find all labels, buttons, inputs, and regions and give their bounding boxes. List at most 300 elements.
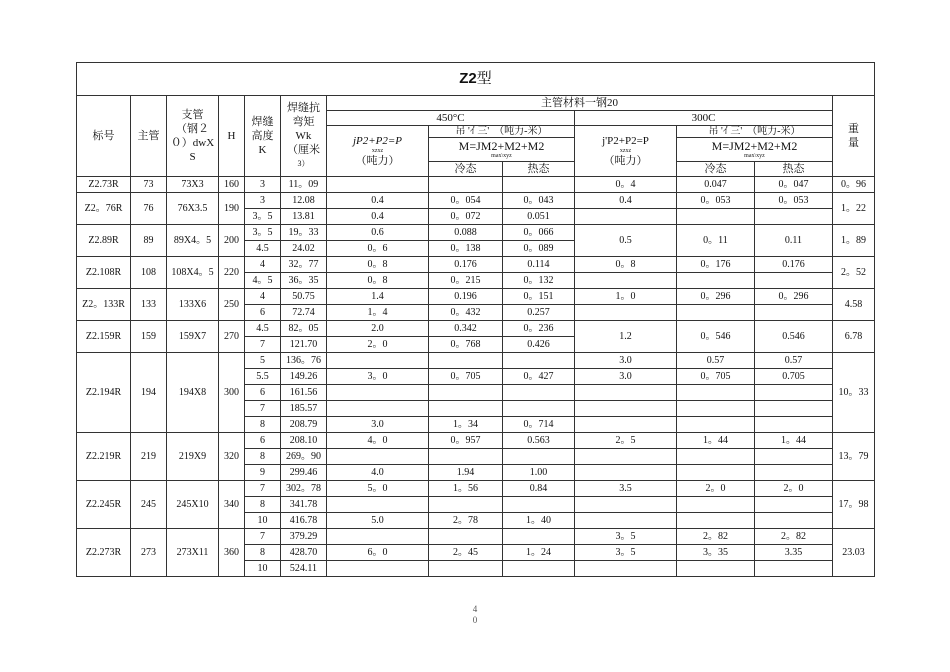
cell-label: Z2.273R bbox=[77, 529, 131, 577]
cell-weld-moment: 13.81 bbox=[281, 209, 327, 225]
header-load-450 bbox=[327, 126, 429, 177]
cell-moment-450-cold: 0.176 bbox=[429, 257, 503, 273]
cell-load-450: 0。6 bbox=[327, 241, 429, 257]
table-row bbox=[77, 289, 875, 305]
cell-moment-300-cold: 0.57 bbox=[677, 353, 755, 369]
cell-load-450: 5.0 bbox=[327, 513, 429, 529]
cell-moment-450-cold bbox=[429, 177, 503, 193]
cell-moment-450-cold: 1。56 bbox=[429, 481, 503, 497]
cell-moment-300-hot: 0.176 bbox=[755, 257, 833, 273]
cell-weld-height: 4。5 bbox=[245, 273, 281, 289]
cell-moment-300-hot bbox=[755, 273, 833, 289]
cell-moment-450-hot bbox=[503, 449, 575, 465]
header-weld-moment-line: 弯矩 bbox=[292, 116, 315, 128]
header-branch-pipe bbox=[167, 96, 219, 177]
cell-moment-300-cold: 0。176 bbox=[677, 257, 755, 273]
cell-moment-450-hot: 0.114 bbox=[503, 257, 575, 273]
cell-main-pipe: 133 bbox=[131, 289, 167, 321]
cell-moment-450-cold: 1。34 bbox=[429, 417, 503, 433]
cell-moment-300-cold bbox=[677, 273, 755, 289]
cell-moment-300-hot bbox=[755, 209, 833, 225]
cell-load-300 bbox=[575, 497, 677, 513]
header-main-pipe: 主管 bbox=[131, 96, 167, 177]
header-weld-height-line: 焊缝 bbox=[251, 116, 274, 128]
cell-main-pipe: 73 bbox=[131, 177, 167, 193]
cell-weld-height: 3 bbox=[245, 177, 281, 193]
header-weld-height-line: K bbox=[258, 144, 267, 156]
cell-moment-450-hot: 0。236 bbox=[503, 321, 575, 337]
cell-load-450: 6。0 bbox=[327, 545, 429, 561]
cell-moment-300-cold: 0。546 bbox=[677, 321, 755, 353]
cell-moment-450-cold: 0。054 bbox=[429, 193, 503, 209]
cell-moment-300-cold: 0.047 bbox=[677, 177, 755, 193]
cell-moment-450-hot: 0。714 bbox=[503, 417, 575, 433]
cell-load-300 bbox=[575, 513, 677, 529]
cell-moment-450-hot bbox=[503, 529, 575, 545]
load-formula-subscript: xzxz bbox=[371, 147, 384, 154]
cell-moment-450-hot: 0.426 bbox=[503, 337, 575, 353]
cell-weld-height: 8 bbox=[245, 497, 281, 513]
cell-weld-height: 6 bbox=[245, 305, 281, 321]
cell-weld-height: 10 bbox=[245, 561, 281, 577]
cell-h: 160 bbox=[219, 177, 245, 193]
moment-formula: M=JM2+M2+M2 bbox=[458, 138, 545, 153]
cell-moment-450-cold: 1.94 bbox=[429, 465, 503, 481]
cell-moment-450-cold: 0.088 bbox=[429, 225, 503, 241]
cell-moment-450-hot: 0.257 bbox=[503, 305, 575, 321]
cell-load-450: 2.0 bbox=[327, 321, 429, 337]
cell-load-300 bbox=[575, 417, 677, 433]
moment-formula-subscript: max\xyz bbox=[491, 152, 512, 159]
cell-h: 200 bbox=[219, 225, 245, 257]
cell-load-300: 1。0 bbox=[575, 289, 677, 305]
header-moment-formula-450 bbox=[429, 138, 575, 162]
cell-weight: 6.78 bbox=[833, 321, 875, 353]
cell-load-300 bbox=[575, 385, 677, 401]
cell-weld-moment: 416.78 bbox=[281, 513, 327, 529]
cell-load-300: 3.0 bbox=[575, 353, 677, 369]
cell-weld-moment: 136。76 bbox=[281, 353, 327, 369]
cell-branch-pipe: 89X4。5 bbox=[167, 225, 219, 257]
cell-load-300 bbox=[575, 401, 677, 417]
page-number-digit: 0 bbox=[472, 615, 478, 625]
cell-load-450 bbox=[327, 353, 429, 369]
cell-moment-450-hot bbox=[503, 401, 575, 417]
cell-weight: 1。89 bbox=[833, 225, 875, 257]
cell-main-pipe: 245 bbox=[131, 481, 167, 529]
cell-moment-300-cold bbox=[677, 305, 755, 321]
cell-moment-450-cold bbox=[429, 561, 503, 577]
cell-load-300: 3。5 bbox=[575, 545, 677, 561]
cell-moment-450-hot: 1。24 bbox=[503, 545, 575, 561]
cell-moment-450-hot: 0。151 bbox=[503, 289, 575, 305]
table-row bbox=[77, 529, 875, 545]
cell-moment-450-cold: 0。072 bbox=[429, 209, 503, 225]
cell-h: 190 bbox=[219, 193, 245, 225]
cell-moment-300-hot: 0。296 bbox=[755, 289, 833, 305]
cell-main-pipe: 108 bbox=[131, 257, 167, 289]
load-formula-450: jP2+P2=P bbox=[352, 134, 403, 147]
cell-branch-pipe: 133X6 bbox=[167, 289, 219, 321]
table-row bbox=[77, 321, 875, 337]
cell-weld-moment: 149.26 bbox=[281, 369, 327, 385]
cell-load-300: 1.2 bbox=[575, 321, 677, 353]
cell-load-450: 0。8 bbox=[327, 273, 429, 289]
cell-weld-height: 8 bbox=[245, 545, 281, 561]
cell-h: 220 bbox=[219, 257, 245, 289]
cell-moment-300-hot: 0.705 bbox=[755, 369, 833, 385]
cell-weld-moment: 161.56 bbox=[281, 385, 327, 401]
cell-weld-moment: 36。35 bbox=[281, 273, 327, 289]
cell-load-300 bbox=[575, 465, 677, 481]
cell-load-300: 0。8 bbox=[575, 257, 677, 273]
cell-moment-450-cold: 0。432 bbox=[429, 305, 503, 321]
cell-moment-450-cold: 0。768 bbox=[429, 337, 503, 353]
header-row-1 bbox=[77, 96, 875, 111]
cell-load-300: 3。5 bbox=[575, 529, 677, 545]
cell-weld-moment: 269。90 bbox=[281, 449, 327, 465]
header-label: 标号 bbox=[77, 96, 131, 177]
cell-load-450 bbox=[327, 401, 429, 417]
cell-moment-450-cold bbox=[429, 353, 503, 369]
cell-moment-300-hot: 2。0 bbox=[755, 481, 833, 497]
cell-load-450: 3。0 bbox=[327, 369, 429, 385]
cell-moment-300-hot bbox=[755, 305, 833, 321]
header-branch-line: ０）dwX bbox=[170, 137, 215, 149]
cell-weight: 10。33 bbox=[833, 353, 875, 433]
cell-main-pipe: 159 bbox=[131, 321, 167, 353]
table-row bbox=[77, 481, 875, 497]
cell-weld-moment: 524.11 bbox=[281, 561, 327, 577]
cell-label: Z2.219R bbox=[77, 433, 131, 481]
cell-weight: 23.03 bbox=[833, 529, 875, 577]
cell-weld-height: 6 bbox=[245, 433, 281, 449]
header-branch-line: （钢２ bbox=[176, 123, 209, 135]
header-h: H bbox=[219, 96, 245, 177]
cell-label: Z2.108R bbox=[77, 257, 131, 289]
cell-moment-300-hot: 0.11 bbox=[755, 225, 833, 257]
cell-main-pipe: 273 bbox=[131, 529, 167, 577]
cell-moment-300-cold bbox=[677, 401, 755, 417]
z2-spec-table bbox=[76, 62, 875, 577]
cell-weld-height: 4 bbox=[245, 289, 281, 305]
cell-moment-300-hot bbox=[755, 465, 833, 481]
header-hot-450: 热态 bbox=[503, 162, 575, 177]
cell-moment-300-cold: 0。11 bbox=[677, 225, 755, 257]
cell-load-450 bbox=[327, 529, 429, 545]
cell-moment-300-hot bbox=[755, 449, 833, 465]
cell-moment-300-cold: 2。0 bbox=[677, 481, 755, 497]
cell-branch-pipe: 108X4。5 bbox=[167, 257, 219, 289]
cell-moment-450-cold: 2。45 bbox=[429, 545, 503, 561]
cell-moment-450-cold: 0。957 bbox=[429, 433, 503, 449]
cell-load-450: 2。0 bbox=[327, 337, 429, 353]
cell-moment-300-hot: 3.35 bbox=[755, 545, 833, 561]
cell-h: 300 bbox=[219, 353, 245, 433]
cell-load-300 bbox=[575, 305, 677, 321]
cell-weld-moment: 121.70 bbox=[281, 337, 327, 353]
cell-moment-450-hot: 0。089 bbox=[503, 241, 575, 257]
cell-branch-pipe: 159X7 bbox=[167, 321, 219, 353]
cell-moment-300-hot bbox=[755, 385, 833, 401]
cell-load-300: 0.4 bbox=[575, 193, 677, 209]
cell-load-300: 3.5 bbox=[575, 481, 677, 497]
header-weld-moment-line: 焊缝抗 bbox=[287, 102, 320, 114]
header-weight bbox=[833, 96, 875, 177]
cell-load-300 bbox=[575, 273, 677, 289]
load-formula-subscript: xzxz bbox=[619, 147, 632, 154]
cell-moment-300-cold: 3。35 bbox=[677, 545, 755, 561]
cell-moment-450-cold: 2。78 bbox=[429, 513, 503, 529]
header-temp-450: 450°C bbox=[327, 111, 575, 126]
cell-weld-moment: 72.74 bbox=[281, 305, 327, 321]
cell-h: 250 bbox=[219, 289, 245, 321]
cell-load-450 bbox=[327, 177, 429, 193]
cell-weld-height: 10 bbox=[245, 513, 281, 529]
cell-moment-450-cold: 0。705 bbox=[429, 369, 503, 385]
cell-moment-450-cold bbox=[429, 497, 503, 513]
cell-moment-300-cold bbox=[677, 465, 755, 481]
cell-moment-450-hot: 0。132 bbox=[503, 273, 575, 289]
cell-weight: 0。96 bbox=[833, 177, 875, 193]
cell-moment-450-cold bbox=[429, 529, 503, 545]
cell-h: 360 bbox=[219, 529, 245, 577]
cell-load-450 bbox=[327, 449, 429, 465]
cell-moment-300-cold: 2。82 bbox=[677, 529, 755, 545]
page-number bbox=[468, 604, 482, 626]
cell-weld-moment: 299.46 bbox=[281, 465, 327, 481]
cell-main-pipe: 89 bbox=[131, 225, 167, 257]
cell-main-pipe: 76 bbox=[131, 193, 167, 225]
cell-moment-300-hot bbox=[755, 401, 833, 417]
cell-moment-300-hot bbox=[755, 497, 833, 513]
cell-moment-300-cold bbox=[677, 561, 755, 577]
header-cold-450: 冷态 bbox=[429, 162, 503, 177]
cell-moment-450-hot bbox=[503, 177, 575, 193]
header-weight-line: 量 bbox=[848, 137, 859, 149]
cell-moment-300-cold bbox=[677, 449, 755, 465]
cell-weld-height: 3。5 bbox=[245, 209, 281, 225]
cell-moment-300-hot bbox=[755, 513, 833, 529]
cell-load-300 bbox=[575, 449, 677, 465]
cell-load-300 bbox=[575, 561, 677, 577]
cell-load-450: 1。4 bbox=[327, 305, 429, 321]
cell-weld-height: 7 bbox=[245, 337, 281, 353]
cell-moment-450-cold: 0。138 bbox=[429, 241, 503, 257]
cell-branch-pipe: 245X10 bbox=[167, 481, 219, 529]
cell-moment-450-hot: 0.563 bbox=[503, 433, 575, 449]
cell-moment-300-cold bbox=[677, 513, 755, 529]
cell-moment-300-hot: 0。053 bbox=[755, 193, 833, 209]
cell-load-450 bbox=[327, 497, 429, 513]
header-weld-moment-line: 3） bbox=[297, 159, 310, 168]
cell-weld-height: 4 bbox=[245, 257, 281, 273]
cell-branch-pipe: 219X9 bbox=[167, 433, 219, 481]
cell-moment-450-cold: 0。215 bbox=[429, 273, 503, 289]
cell-moment-450-cold: 0.342 bbox=[429, 321, 503, 337]
cell-moment-450-hot bbox=[503, 561, 575, 577]
header-weld-height bbox=[245, 96, 281, 177]
cell-weld-moment: 24.02 bbox=[281, 241, 327, 257]
cell-moment-450-hot: 0.84 bbox=[503, 481, 575, 497]
cell-label: Z2.194R bbox=[77, 353, 131, 433]
cell-moment-450-hot: 0。066 bbox=[503, 225, 575, 241]
cell-weld-moment: 32。77 bbox=[281, 257, 327, 273]
cell-h: 320 bbox=[219, 433, 245, 481]
cell-weld-moment: 19。33 bbox=[281, 225, 327, 241]
cell-load-450: 3.0 bbox=[327, 417, 429, 433]
spec-sheet bbox=[76, 62, 874, 577]
table-row bbox=[77, 177, 875, 193]
cell-moment-300-cold: 0。296 bbox=[677, 289, 755, 305]
cell-moment-450-hot bbox=[503, 385, 575, 401]
cell-load-300: 2。5 bbox=[575, 433, 677, 449]
cell-weld-height: 7 bbox=[245, 401, 281, 417]
cell-weight: 13。79 bbox=[833, 433, 875, 481]
cell-moment-450-hot: 0.051 bbox=[503, 209, 575, 225]
cell-weld-height: 5 bbox=[245, 353, 281, 369]
cell-weld-height: 7 bbox=[245, 529, 281, 545]
cell-branch-pipe: 273X11 bbox=[167, 529, 219, 577]
table-row bbox=[77, 225, 875, 241]
cell-h: 270 bbox=[219, 321, 245, 353]
table-body bbox=[77, 63, 875, 577]
cell-label: Z2.159R bbox=[77, 321, 131, 353]
cell-weld-moment: 82。05 bbox=[281, 321, 327, 337]
table-row bbox=[77, 433, 875, 449]
cell-load-300 bbox=[575, 209, 677, 225]
header-weld-moment bbox=[281, 96, 327, 177]
cell-weld-moment: 12.08 bbox=[281, 193, 327, 209]
cell-moment-300-cold bbox=[677, 385, 755, 401]
cell-branch-pipe: 76X3.5 bbox=[167, 193, 219, 225]
cell-weld-moment: 208.10 bbox=[281, 433, 327, 449]
cell-moment-300-cold bbox=[677, 417, 755, 433]
cell-moment-300-cold bbox=[677, 497, 755, 513]
cell-weld-height: 9 bbox=[245, 465, 281, 481]
cell-weld-moment: 302。78 bbox=[281, 481, 327, 497]
cell-moment-300-hot: 0.546 bbox=[755, 321, 833, 353]
cell-moment-450-hot: 1。40 bbox=[503, 513, 575, 529]
cell-weld-height: 3 bbox=[245, 193, 281, 209]
page-number-digit: 4 bbox=[472, 604, 478, 614]
cell-moment-450-cold bbox=[429, 401, 503, 417]
cell-label: Z2.73R bbox=[77, 177, 131, 193]
header-weld-moment-line: Wk bbox=[295, 130, 312, 142]
header-weld-height-line: 高度 bbox=[251, 130, 274, 142]
cell-load-450: 0.4 bbox=[327, 193, 429, 209]
cell-load-450: 0。8 bbox=[327, 257, 429, 273]
cell-weld-height: 4.5 bbox=[245, 321, 281, 337]
header-load-300 bbox=[575, 126, 677, 177]
cell-weld-height: 5.5 bbox=[245, 369, 281, 385]
moment-formula: M=JM2+M2+M2 bbox=[711, 138, 798, 153]
cell-load-450: 4。0 bbox=[327, 433, 429, 449]
cell-moment-300-cold: 0。705 bbox=[677, 369, 755, 385]
load-unit-450: （吨力） bbox=[355, 154, 400, 167]
header-cold-300: 冷态 bbox=[677, 162, 755, 177]
cell-load-300: 0。4 bbox=[575, 177, 677, 193]
header-branch-line: 支管 bbox=[181, 109, 204, 121]
cell-weld-height: 6 bbox=[245, 385, 281, 401]
cell-weld-moment: 379.29 bbox=[281, 529, 327, 545]
cell-weld-height: 8 bbox=[245, 449, 281, 465]
cell-moment-300-hot bbox=[755, 417, 833, 433]
header-moment-formula-300 bbox=[677, 138, 833, 162]
cell-load-450 bbox=[327, 561, 429, 577]
cell-weld-moment: 50.75 bbox=[281, 289, 327, 305]
table-row bbox=[77, 193, 875, 209]
cell-weld-moment: 208.79 bbox=[281, 417, 327, 433]
cell-moment-300-cold bbox=[677, 209, 755, 225]
table-row bbox=[77, 257, 875, 273]
cell-weight: 1。22 bbox=[833, 193, 875, 225]
cell-load-450: 5。0 bbox=[327, 481, 429, 497]
moment-formula-subscript: max\xyz bbox=[744, 152, 765, 159]
header-weight-line: 重 bbox=[848, 123, 859, 135]
cell-weight: 4.58 bbox=[833, 289, 875, 321]
cell-weld-height: 8 bbox=[245, 417, 281, 433]
cell-load-450: 1.4 bbox=[327, 289, 429, 305]
cell-main-pipe: 194 bbox=[131, 353, 167, 433]
cell-label: Z2.89R bbox=[77, 225, 131, 257]
cell-moment-300-hot: 1。44 bbox=[755, 433, 833, 449]
cell-label: Z2。76R bbox=[77, 193, 131, 225]
header-temp-300: 300C bbox=[575, 111, 833, 126]
cell-load-450: 0.4 bbox=[327, 209, 429, 225]
cell-load-450: 0.6 bbox=[327, 225, 429, 241]
header-weld-moment-line: （厘米 bbox=[287, 144, 320, 156]
cell-moment-450-hot bbox=[503, 353, 575, 369]
cell-moment-300-hot: 0.57 bbox=[755, 353, 833, 369]
cell-load-300: 0.5 bbox=[575, 225, 677, 257]
cell-h: 340 bbox=[219, 481, 245, 529]
cell-moment-300-hot: 0。047 bbox=[755, 177, 833, 193]
cell-weld-moment: 11。09 bbox=[281, 177, 327, 193]
header-moment-garbled-450: 吊 'ｲ 三' （吨力-米） bbox=[429, 126, 575, 138]
title-suffix: 型 bbox=[476, 71, 492, 87]
header-hot-300: 热态 bbox=[755, 162, 833, 177]
table-row bbox=[77, 353, 875, 369]
title-row bbox=[77, 63, 875, 96]
cell-weld-moment: 341.78 bbox=[281, 497, 327, 513]
cell-moment-300-hot: 2。82 bbox=[755, 529, 833, 545]
cell-moment-450-hot: 0。043 bbox=[503, 193, 575, 209]
header-material: 主管材料一钢20 bbox=[327, 96, 833, 111]
cell-moment-450-cold bbox=[429, 449, 503, 465]
cell-branch-pipe: 194X8 bbox=[167, 353, 219, 433]
cell-moment-450-hot: 1.00 bbox=[503, 465, 575, 481]
load-unit-300: （吨力） bbox=[603, 154, 648, 167]
header-moment-garbled-300: 吊 'ｲ 三' （吨力-米） bbox=[677, 126, 833, 138]
cell-main-pipe: 219 bbox=[131, 433, 167, 481]
load-formula-300: j'P2+P2=P bbox=[602, 134, 649, 147]
cell-load-300: 3.0 bbox=[575, 369, 677, 385]
cell-moment-300-hot bbox=[755, 561, 833, 577]
cell-moment-300-cold: 0。053 bbox=[677, 193, 755, 209]
cell-load-450: 4.0 bbox=[327, 465, 429, 481]
cell-weight: 17。98 bbox=[833, 481, 875, 529]
cell-moment-450-cold: 0.196 bbox=[429, 289, 503, 305]
cell-moment-450-hot: 0。427 bbox=[503, 369, 575, 385]
cell-weld-height: 7 bbox=[245, 481, 281, 497]
cell-weld-moment: 185.57 bbox=[281, 401, 327, 417]
cell-label: Z2.245R bbox=[77, 481, 131, 529]
cell-weld-height: 4.5 bbox=[245, 241, 281, 257]
cell-weld-moment: 428.70 bbox=[281, 545, 327, 561]
cell-weight: 2。52 bbox=[833, 257, 875, 289]
cell-weld-height: 3。5 bbox=[245, 225, 281, 241]
